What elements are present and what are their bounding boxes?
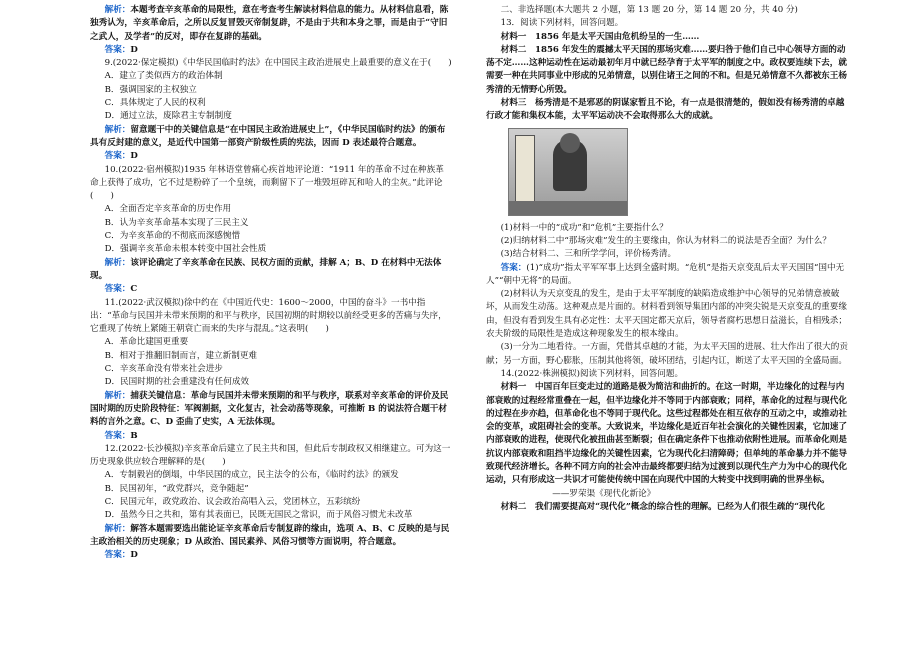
option: A．革命比建国更重要 [104,337,189,348]
answer-paragraph [90,549,452,562]
option: A．全面否定辛亥革命的历史作用 [104,204,232,215]
left-column [90,4,452,562]
option: A．专制毅岩的倒塌，中华民国的成立，民主法令的公布，《临时约法》的颁发 [104,470,399,481]
question-text: (3)结合材料二、三和所学学问，评价杨秀清。 [500,249,677,260]
option: D．通过立法，废除君主专制制度 [104,111,232,122]
answer-paragraph [90,430,452,443]
paragraph-text: 留意题干中的关键信息是“在中国民主政治进展史上”，《中华民国临时约法》的颁布具有反封建的意义，是近代中国第一部资产阶级性质的宪法，因而 D 表述最符合题意。 [90,124,446,148]
paragraph-text: (1)“成功”指太平军军事上达到全盛时期。“危机”是指天京变乱后太平天国国“国中无人”“朝中无将”的局面。 [486,262,845,286]
yang-xiuqing-portrait-image [508,128,628,216]
answer-paragraph [90,150,452,163]
material-paragraph: 材料一 1856 年是太平天国由危机纷呈的一生…… [500,31,700,42]
paragraph-text: D [130,151,138,162]
answer-paragraph [90,283,452,296]
question-text: 9.(2022·保定模拟)《中华民国临时约法》在中国民主政治进展史上最重要的意义在于( ) [104,58,452,69]
option: B．相对于推翻旧制而言，建立新制更难 [104,350,258,361]
paragraph-text: B [130,430,138,441]
question-text: (3)一分为二地看待。一方面，凭借其卓越的才能，为太平天国的进展、壮大作出了很大的贡献；另一方面，野心膨胀，压制其他将领，破坏团结，引起内讧，断送了太平天国的全盛局面。 [486,342,848,366]
label: 答案： [104,151,131,162]
question-text: 二、非选择题(本大题共 2 小题，第 13 题 20 分，第 14 题 20 分，共 40 分) [500,5,798,15]
paragraph-text: C [130,284,138,295]
question-text: 10.(2022·宿州模拟)1935 年林语堂曾痛心疾首地评论道：“1911 年的革命不过在种族革命上获得了成功，它不过是粉碎了一个皇统，而剩留下了一堆毁垣碎瓦和哈人的尘灰。”此评论( ) [90,164,444,202]
material-paragraph: 材料二 1856 年发生的震撼太平天国的那场灾难……要归咎于他们自己中心领导方面的动荡不定……这种运动性在运动最初年月中就已经孕育于太平军的制度之中。政权要连续下去，就需要一种在共同事业中形成的兄弟情意，以别住诸王之间的不和。但是兄弟情意不久都被东王杨秀清的无情野心所毁。 [486,44,847,95]
right-column [486,4,848,514]
answer-paragraph [486,262,848,289]
label: 解析： [104,124,131,135]
option: B．认为辛亥革命基本实现了三民主义 [104,217,249,228]
option: C．辛亥革命没有带来社会进步 [104,364,223,375]
answer-paragraph [90,44,452,57]
label: 答案： [104,284,131,295]
question-text: (2)材料认为天京变乱的发生，是由于太平军制度的缺陷造成维护中心领导的兄弟情意被破坏，从而发生动荡。这种观点是片面的。材料看到领导集团内部的冲突尖锐是天京变乱的重要缘由，但没有看到发生具有必定性：太平天国定都天京后，领导者腐朽思想日益滋长，自相残杀；农夫阶级的局限性是造成这种现象发生的根本缘由。 [486,289,847,340]
option: C．民国元年，政党政治、议会政治高唱入云，党团林立，五彩缤纷 [104,496,361,507]
paragraph-text: 捕获关键信息：革命与民国并未带来预期的和平与秩序，联系对辛亥革命的评价及民国时期的历史阶段特征：军阀割据，文化复古，社会动荡等现象，可推断 B 的说法符合题干材料的言外之意。C、D 歪曲了史实，A 无法体现。 [90,390,449,428]
label: 解析： [104,257,131,268]
paragraph-text: D [130,44,138,55]
question-text: (1)材料一中的“成功”和“危机”主要指什么？ [500,222,668,233]
analysis-paragraph [90,390,452,430]
analysis-paragraph [90,523,452,550]
option: C．具体规定了人民的权利 [104,98,206,109]
paragraph-text: 该评论确定了辛亥革命在民族、民权方面的贡献，排解 A；B、D 在材料中无法体现。 [90,257,442,281]
analysis-paragraph [90,124,452,151]
option: A．建立了类似西方的政治体制 [104,71,223,82]
label: 答案： [500,262,527,273]
label: 解析： [104,5,131,15]
paragraph-text: 解答本题需要选出能论证辛亥革命后专制复辟的缘由，选项 A、B、C 反映的是与民主政治相关的历史现象；D 从政治、国民素养、风俗习惯等方面说明，符合题意。 [90,523,450,547]
option: D．虽然今日之共和，第有其表面已，民既无国民之常识，而于风俗习惯尤未改革 [104,510,413,521]
label: 解析： [104,523,131,534]
question-text: 11.(2022·武汉模拟)徐中约在《中国近代史：1600～2000，中国的奋斗》一书中指出：“革命与民国并未带来预期的和平与秩序，民国初期的时期较以前经受更多的苦痛与失序，它重现了传统上紧随王朝衰亡而来的失序与混乱。”这表明( ) [90,297,447,335]
material-paragraph: ——罗荣渠《现代化新论》 [552,488,656,499]
question-text: 12.(2022·长沙模拟)辛亥革命后建立了民主共和国，但此后专制政权又相继建立。可为这一历史现象供应较合理解释的是( ) [90,443,451,468]
question-text: (2)归纳材料二中“那场灾难”发生的主要缘由，你认为材料二的说法是否全面？为什么？ [500,235,831,246]
option: B．民国初年，“政党群兴，竞争随起” [104,483,249,494]
question-text: 13．阅读下列材料，回答问题。 [500,18,624,29]
label: 答案： [104,550,131,561]
label: 解析： [104,390,131,401]
question-text: 14.(2022·株洲模拟)阅读下列材料，回答问题。 [500,368,684,379]
label: 答案： [104,430,131,441]
analysis-paragraph [90,4,452,44]
material-paragraph: 材料二 我们需要提高对“现代化”概念的综合性的理解。已经为人们很生疏的“现代化 [500,501,825,512]
paragraph-text: 本题考查辛亥革命的局限性，意在考查考生解读材料信息的能力。从材料信息看，陈独秀认为，辛亥革命后，之所以反复冒毁灭帝制复辟，不是由于共和本身之罪，而是由于“守旧之武人，及学者”的反对，即存在复辟的基础。 [90,5,449,42]
portrait-figure [486,128,848,216]
option: B．强调国家的主权独立 [104,84,197,95]
option: D．民国时期的社会重建没有任何成效 [104,377,250,388]
material-paragraph: 材料一 中国百年巨变走过的道路是极为简洁和曲折的。在这一时期，半边缘化的过程与内部衰败的过程经常重叠在一起，但半边缘化并不等同于内部衰败；同样，革命化的过程与现代化的过程在步亦趋，但革命化也不等同于现代化。这些过程都处在相互依存的互动之中，或推动社会的变革，或阻碍社会的变革。大致说来，半边缘化是近百年社会演化的关键性因素，它加速了内部衰败的进程，使现代化被扭曲甚至断裂；但在确定条件下也推动依附性进展。而革命化则是抗议内部衰败和阻挡半边缘化的关键性因素，它为现代化扫清障碍；但单纯的革命暴力并不能导致现代经济增长。各种不同方向的社会冲击最终都要归结为过渡到以现代生产力为中心的现代化运动，只有形成这一共识才可能使传统中国在向现代中国的大转变中找到明确的世界坐标。 [486,382,847,486]
paragraph-text: D [130,550,138,561]
option: C．为辛亥革命的不彻底而深感惋惜 [104,231,241,242]
label: 答案： [104,44,131,55]
material-paragraph: 材料三 杨秀清是不是邪恶的阴谋家暂且不论，有一点是很清楚的，假如没有杨秀清的卓越行政才能和集权本能，太平军运动决不会取得那么大的成就。 [486,98,845,122]
analysis-paragraph [90,257,452,284]
option: D．强调辛亥革命未根本转变中国社会性质 [104,244,267,255]
